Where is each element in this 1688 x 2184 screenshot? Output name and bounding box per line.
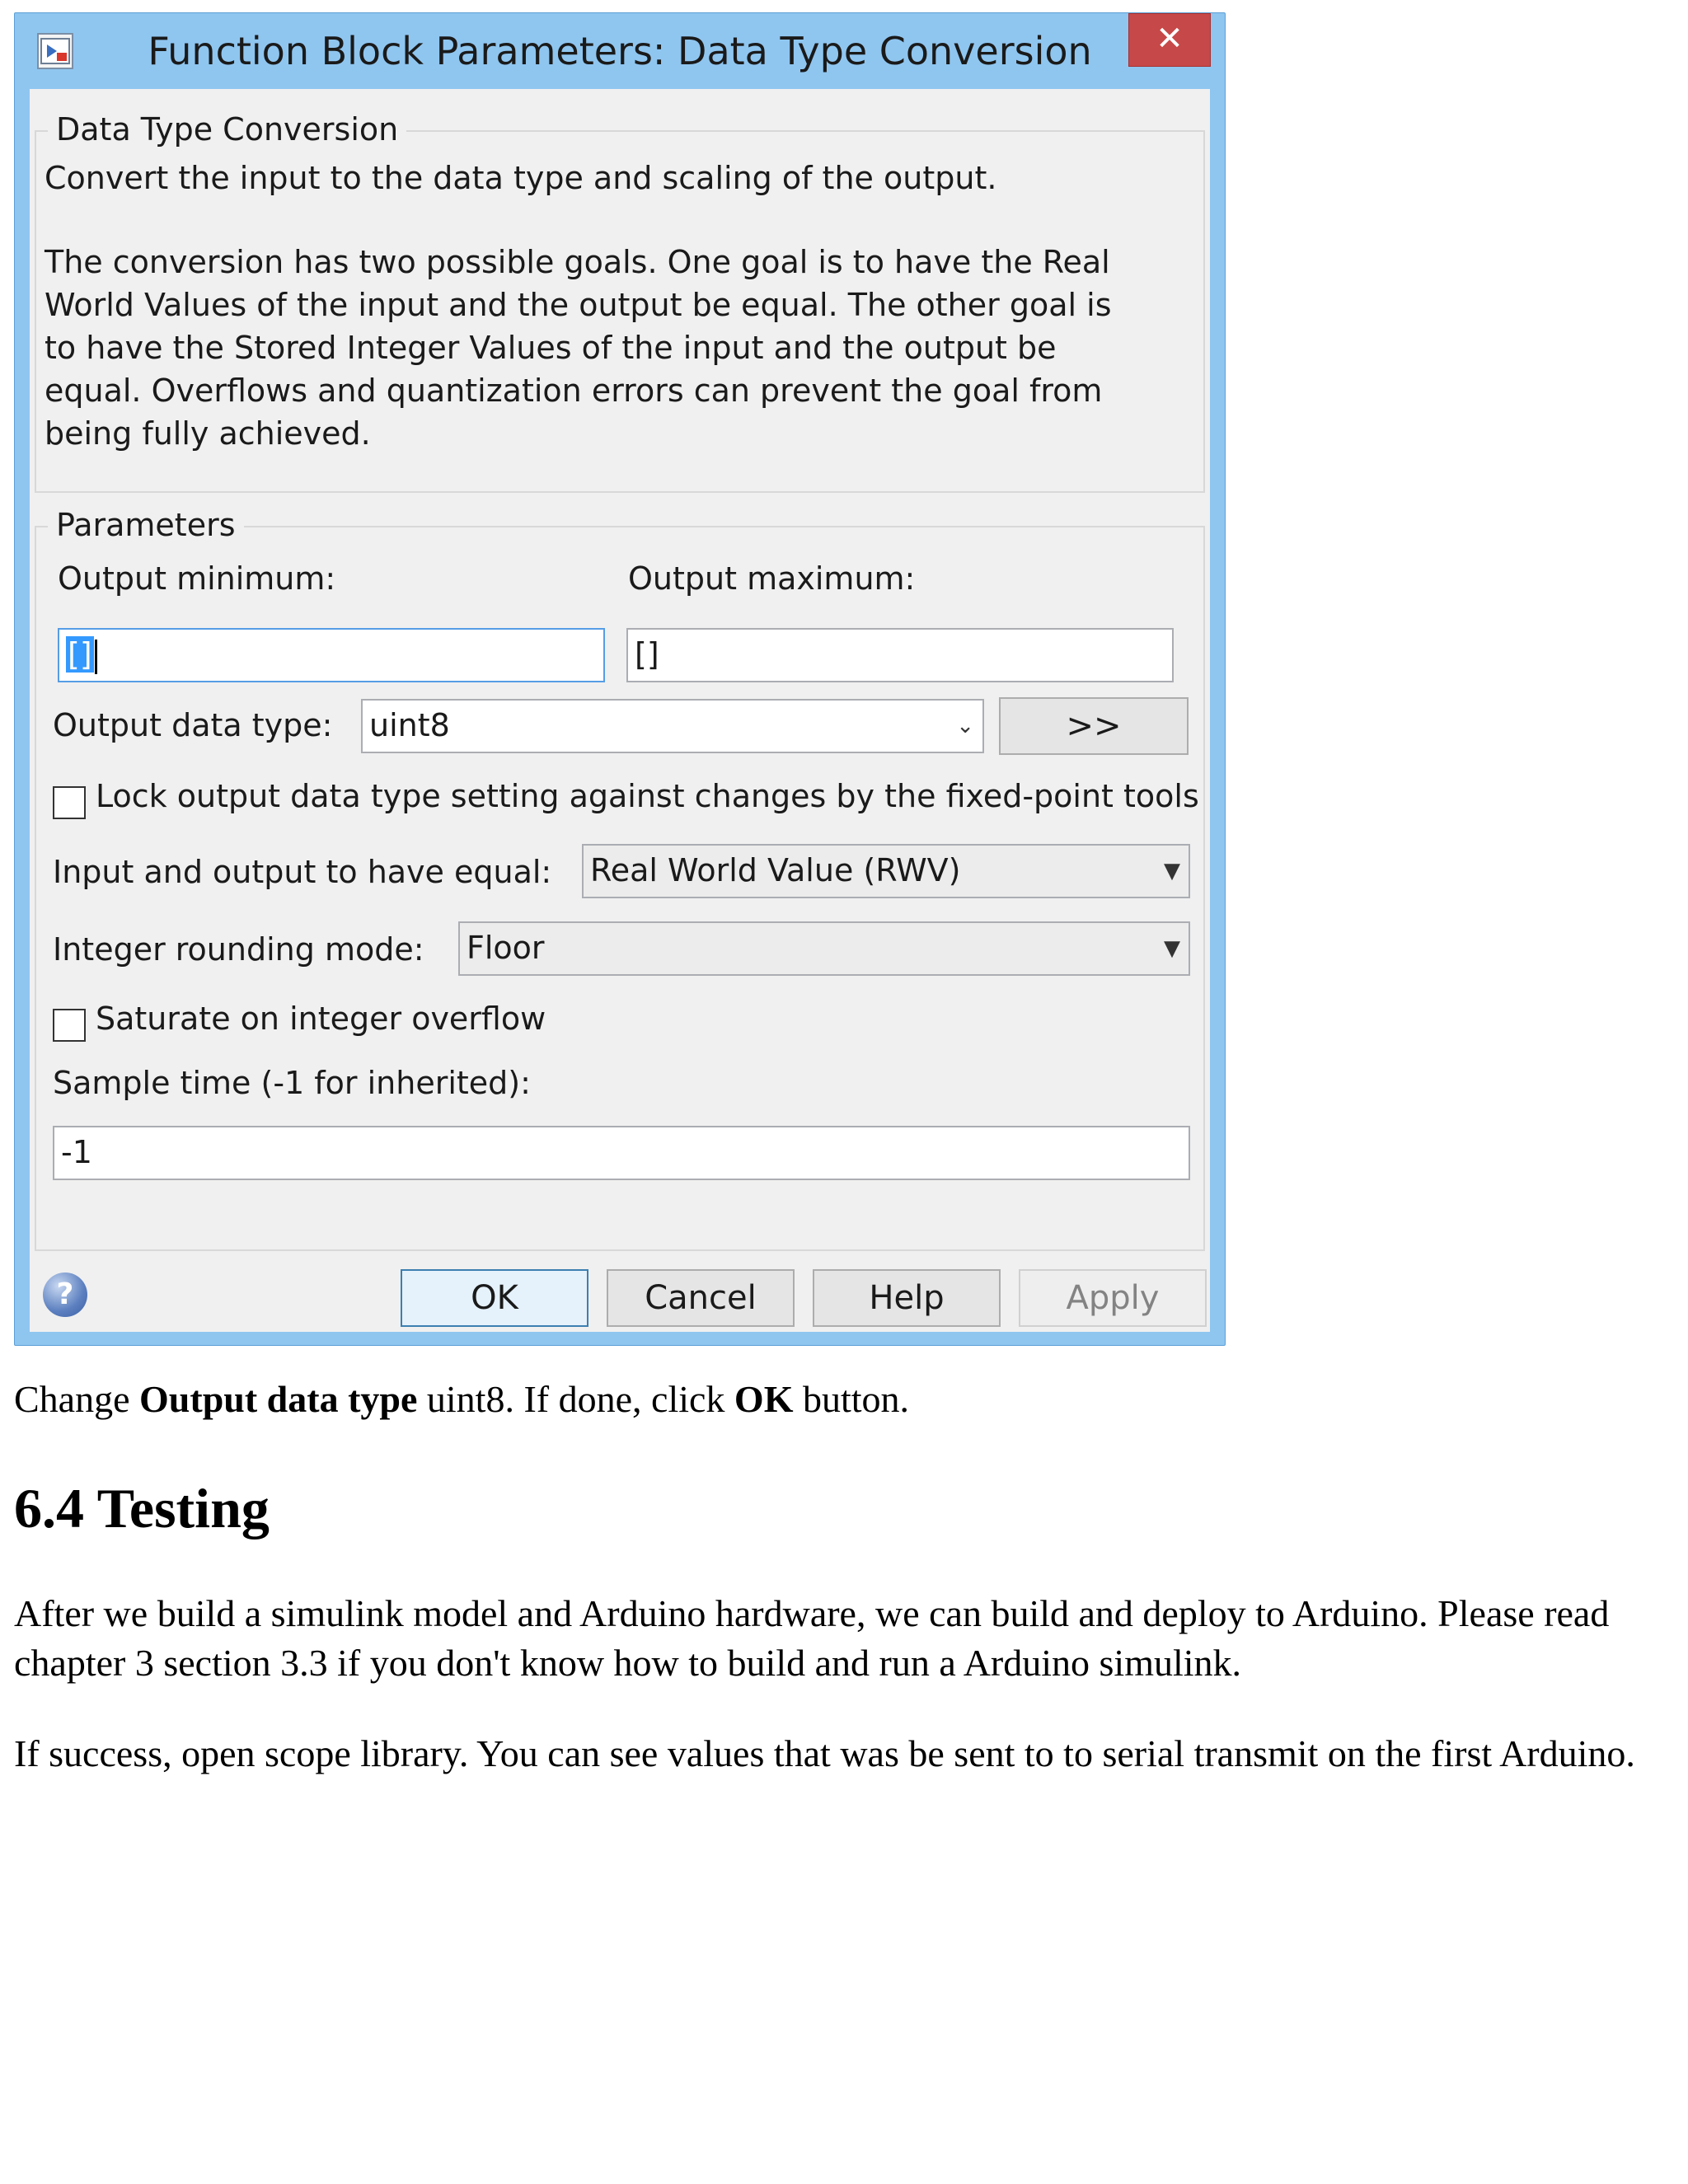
testing-paragraph-1: After we build a simulink model and Arduino hardware, we can build and deploy to Arduino. Please read chapter 3 section 3.3 if you don't know how to build and run a Arduino simulink. (14, 1592, 1610, 1684)
parameters-group (35, 507, 1205, 1251)
dialog-title: Function Block Parameters: Data Type Conversion (148, 29, 1092, 73)
help-icon[interactable]: ? (43, 1272, 87, 1317)
instruction-bold-output-data-type: Output data type (139, 1378, 418, 1420)
output-data-type-label: Output data type: (53, 707, 333, 743)
output-data-type-value: uint8 (369, 707, 450, 743)
cancel-button[interactable]: Cancel (607, 1269, 795, 1327)
instruction-bold-ok: OK (734, 1378, 794, 1420)
saturate-overflow-label: Saturate on integer overflow (96, 1001, 546, 1037)
dropdown-arrow-icon: ▼ (1164, 936, 1180, 961)
dialog-window (14, 12, 1226, 1346)
output-minimum-label: Output minimum: (58, 560, 336, 597)
section-heading: 6.4 Testing (14, 1477, 270, 1540)
dropdown-arrow-icon: ▼ (1164, 859, 1180, 883)
dialog-client-area (30, 89, 1210, 1332)
apply-button[interactable]: Apply (1019, 1269, 1207, 1327)
instruction-text-3: button. (793, 1378, 910, 1420)
rounding-mode-value: Floor (467, 930, 545, 966)
title-bar[interactable] (15, 13, 1225, 89)
output-maximum-label: Output maximum: (628, 560, 916, 597)
instruction-paragraph (14, 1375, 1662, 1424)
description-paragraph: The conversion has two possible goals. One goal is to have the Real World Values of the input and the output be equal. The other goal is to have the Stored Integer Values of the input and the output be equal. Overflows and quantization errors can prevent the goal from being fully achieved. (45, 244, 1112, 452)
input-output-equal-label: Input and output to have equal: (53, 854, 552, 890)
chevron-down-icon: ⌄ (956, 714, 974, 738)
lock-output-type-label: Lock output data type setting against changes by the fixed-point tools (96, 778, 1199, 814)
close-button[interactable]: ✕ (1128, 13, 1211, 67)
block-description-group (35, 111, 1205, 493)
ok-button[interactable]: OK (401, 1269, 588, 1327)
help-button[interactable]: Help (813, 1269, 1001, 1327)
input-output-equal-value: Real World Value (RWV) (590, 852, 961, 888)
saturate-overflow-checkbox[interactable] (53, 1009, 86, 1042)
rounding-mode-combo[interactable] (458, 921, 1190, 976)
sample-time-label: Sample time (-1 for inherited): (53, 1065, 531, 1101)
instruction-text-2: uint8. If done, click (417, 1378, 734, 1420)
parameters-legend: Parameters (48, 507, 244, 543)
input-output-equal-combo[interactable] (582, 844, 1190, 898)
sample-time-input[interactable]: -1 (53, 1126, 1190, 1180)
output-data-type-combo[interactable] (361, 699, 984, 753)
lock-output-type-checkbox[interactable] (53, 786, 86, 819)
description-line-1: Convert the input to the data type and scaling of the output. (45, 160, 997, 196)
text-caret (95, 640, 97, 674)
output-minimum-value: [] (68, 636, 92, 673)
output-minimum-input[interactable] (58, 628, 605, 682)
testing-paragraph-2: If success, open scope library. You can see values that was be sent to to serial transmit on the first Arduino. (14, 1732, 1635, 1774)
instruction-text-1: Change (14, 1378, 140, 1420)
rounding-mode-label: Integer rounding mode: (53, 931, 424, 968)
block-description-legend: Data Type Conversion (48, 111, 406, 148)
output-maximum-input[interactable]: [] (626, 628, 1174, 682)
data-type-assistant-button[interactable]: >> (999, 697, 1189, 755)
